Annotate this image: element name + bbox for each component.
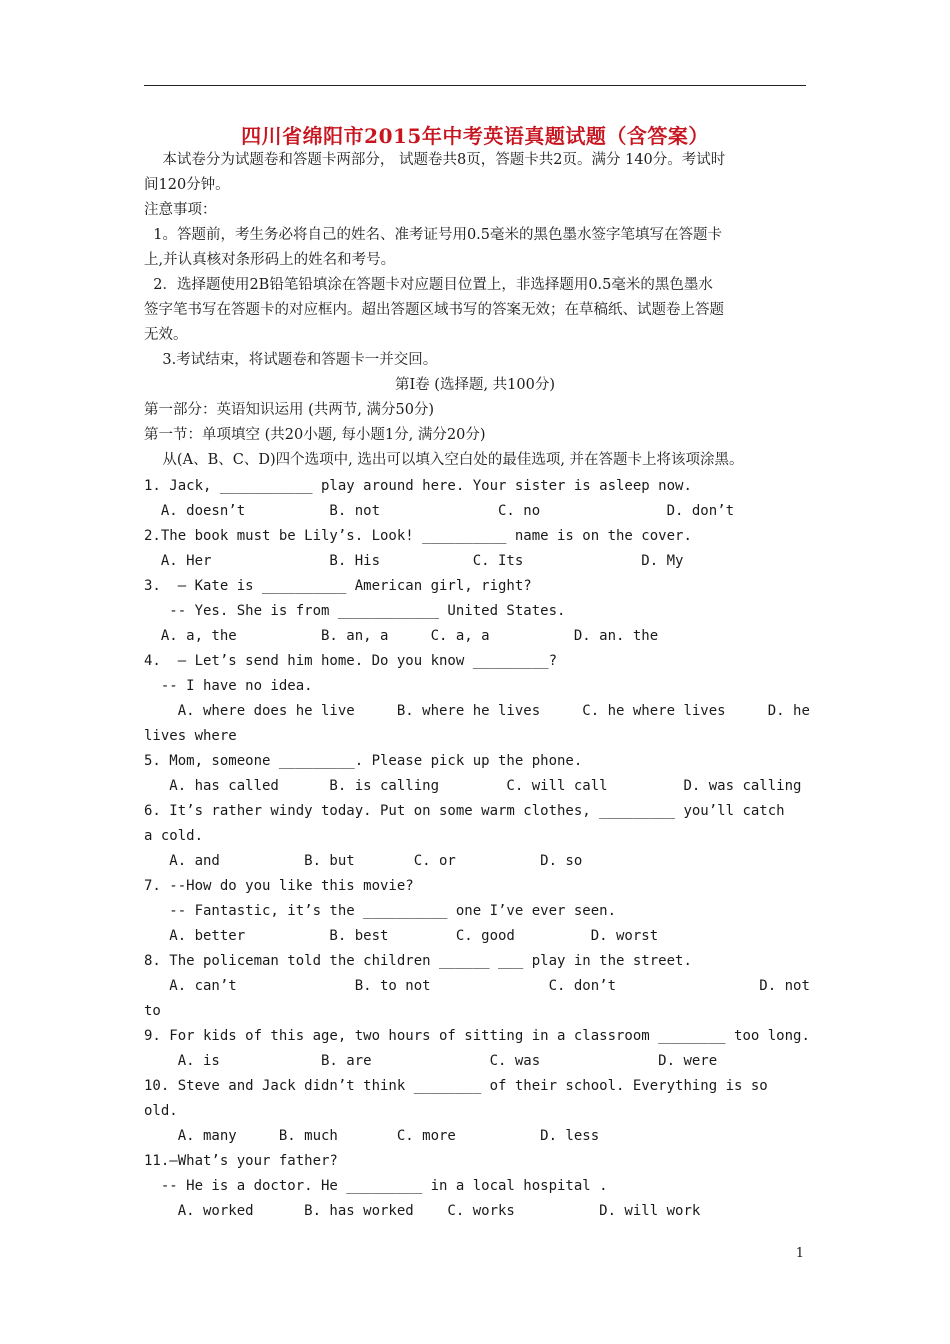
question-stem: -- I have no idea. [144,678,313,694]
question-options: A. Her B. His C. Its D. My [144,553,684,569]
question-stem: -- Fantastic, it’s the __________ one I’ve ever seen. [144,903,617,919]
notice-item: 签字笔书写在答题卡的对应框内。超出答题区域书写的答案无效；在草稿纸、试题卷上答题 [144,302,724,318]
notice-item: 无效。 [144,327,188,343]
part-heading: 第一部分：英语知识运用 (共两节, 满分50分) [144,402,435,418]
intro-line: 本试卷分为试题卷和答题卡两部分， 试题卷共8页，答题卡共2页。满分 140分。考试时 [144,152,726,168]
question-stem: -- He is a doctor. He _________ in a local hospital . [144,1178,608,1194]
question-options: lives where [144,728,237,744]
question-options: A. can’t B. to not C. don’t D. not [144,978,810,994]
question-options: A. many B. much C. more D. less [144,1128,600,1144]
question-options: A. better B. best C. good D. worst [144,928,659,944]
notice-heading: 注意事项： [144,202,217,218]
question-options: A. where does he live B. where he lives C. he where lives D. he [144,703,810,719]
question-stem: 11.—What’s your father? [144,1153,338,1169]
question-stem: 3. – Kate is __________ American girl, right? [144,578,532,594]
page-number: 1 [795,1246,804,1261]
question-options: A. and B. but C. or D. so [144,853,583,869]
question-options: to [144,1003,161,1019]
question-stem: 2.The book must be Lily’s. Look! __________ name is on the cover. [144,528,692,544]
question-stem: 10. Steve and Jack didn’t think ________ of their school. Everything is so [144,1078,768,1094]
notice-item: 上,并认真核对条形码上的姓名和考号。 [144,252,396,268]
question-stem: -- Yes. She is from ____________ United States. [144,603,566,619]
notice-item: 3.考试结束，将试题卷和答题卡一并交回。 [144,352,438,368]
question-options: A. worked B. has worked C. works D. will work [144,1203,701,1219]
question-stem: 6. It’s rather windy today. Put on some warm clothes, _________ you’ll catch [144,803,785,819]
volume-heading: 第Ⅰ卷 (选择题, 共100分) [394,377,556,393]
question-options: A. doesn’t B. not C. no D. don’t [144,503,735,519]
intro-line: 间120分钟。 [144,177,230,193]
instructions: 从(A、B、C、D)四个选项中, 选出可以填入空白处的最佳选项, 并在答题卡上将该项涂黑。 [144,452,744,468]
header-rule [144,85,806,86]
question-stem: 8. The policeman told the children ______ ___ play in the street. [144,953,692,969]
question-stem: 7. --How do you like this movie? [144,878,414,894]
notice-item: 1。答题前，考生务必将自己的姓名、准考证号用0.5毫米的黑色墨水签字笔填写在答题卡 [144,227,722,243]
notice-item: 2．选择题使用2B铅笔铅填涂在答题卡对应题目位置上，非选择题用0.5毫米的黑色墨水 [144,277,713,293]
question-options: A. a, the B. an, a C. a, a D. an. the [144,628,659,644]
question-options: A. is B. are C. was D. were [144,1053,718,1069]
question-stem: 4. – Let’s send him home. Do you know _________? [144,653,558,669]
question-stem: old. [144,1103,178,1119]
question-stem: 9. For kids of this age, two hours of sitting in a classroom ________ too long. [144,1028,810,1044]
question-stem: 1. Jack, ___________ play around here. Your sister is asleep now. [144,478,692,494]
question-stem: 5. Mom, someone _________. Please pick up the phone. [144,753,583,769]
question-options: A. has called B. is calling C. will call D. was calling [144,778,802,794]
section-heading: 第一节：单项填空 (共20小题, 每小题1分, 满分20分) [144,427,486,443]
page-title: 四川省绵阳市2015年中考英语真题试题（含答案） [241,124,709,148]
question-stem: a cold. [144,828,204,844]
